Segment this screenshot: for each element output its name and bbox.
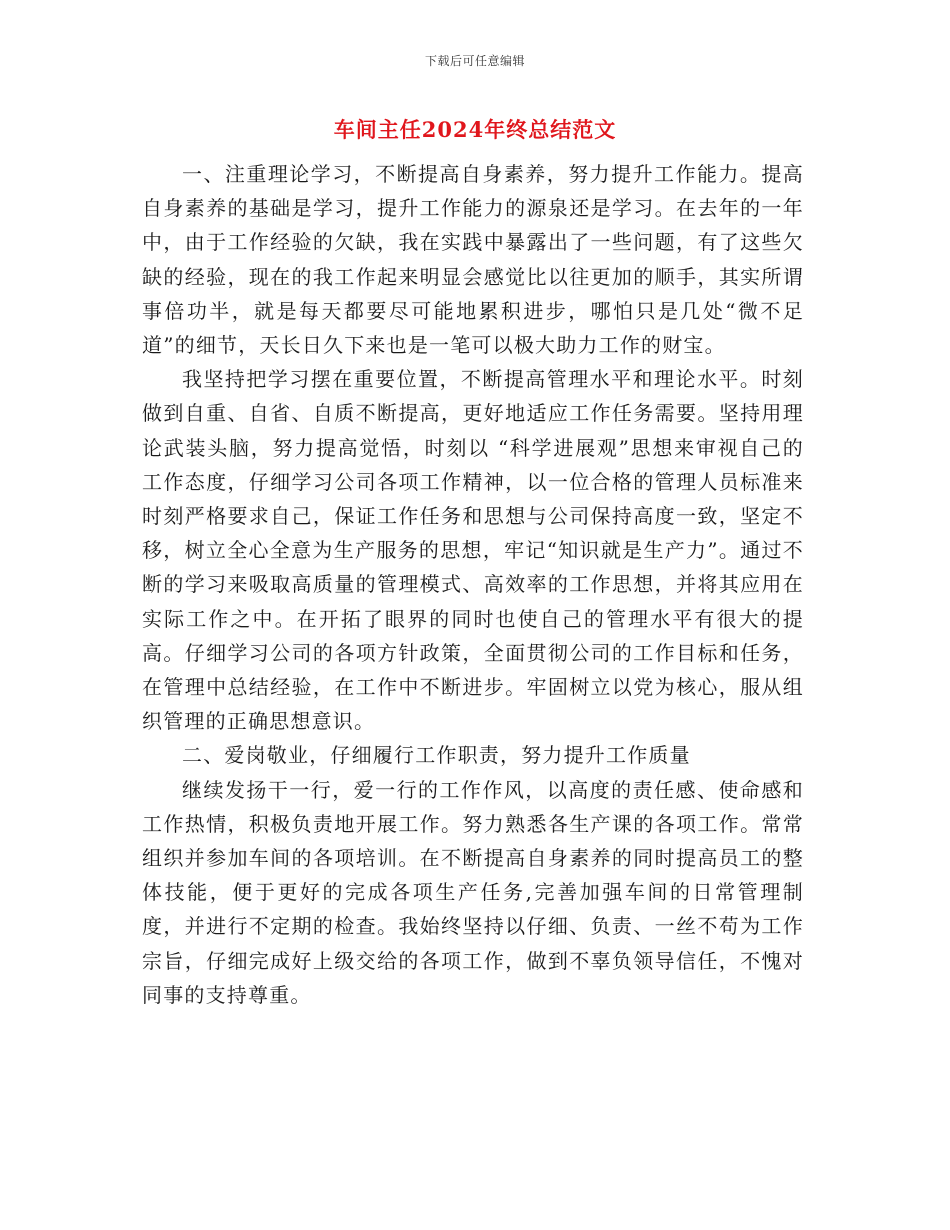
paragraph-1: 一、注重理论学习，不断提高自身素养，努力提升工作能力。提高自身素养的基础是学习，提升工作能力的源泉还是学习。在去年的一年中，由于工作经验的欠缺，我在实践中暴露出了一些问题，有了这些欠缺的经验，现在的我工作起来明显会感觉比以往更加的顺手，其实所谓事倍功半，就是每天都要尽可能地累积进步，哪怕只是几处“微不足道”的细节，天长日久下来也是一笔可以极大助力工作的财宝。 <box>142 162 804 358</box>
document-title: 车间主任2024年终总结范文 <box>333 117 617 142</box>
document-body <box>142 157 804 1012</box>
paragraph-3-heading: 二、爱岗敬业，仔细履行工作职责，努力提升工作质量 <box>182 743 691 768</box>
paragraph-2: 我坚持把学习摆在重要位置，不断提高管理水平和理论水平。时刻做到自重、自省、自质不断提高，更好地适应工作任务需要。坚持用理论武装头脑，努力提高觉悟，时刻以 “科学进展观”思想来审视自己的工作态度，仔细学习公司各项工作精神，以一位合格的管理人员标准来时刻严格要求自己，保证工作任务和思想与公司保持高度一致，坚定不移，树立全心全意为生产服务的思想，牢记“知识就是生产力”。通过不断的学习来吸取高质量的管理模式、高效率的工作思想，并将其应用在实际工作之中。在开拓了眼界的同时也使自己的管理水平有很大的提高。仔细学习公司的各项方针政策，全面贯彻公司的工作目标和任务，在管理中总结经验，在工作中不断进步。牢固树立以党为核心，服从组织管理的正确思想意识。 <box>142 367 804 734</box>
paragraph-4: 继续发扬干一行，爱一行的工作作风，以高度的责任感、使命感和工作热情，积极负责地开展工作。努力熟悉各生产课的各项工作。常常组织并参加车间的各项培训。在不断提高自身素养的同时提高员工的整体技能，便于更好的完成各项生产任务,完善加强车间的日常管理制度，并进行不定期的检查。我始终坚持以仔细、负责、一丝不苟为工作宗旨，仔细完成好上级交给的各项工作，做到不辜负领导信任，不愧对同事的支持尊重。 <box>142 777 804 1007</box>
header-note: 下载后可任意编辑 <box>424 54 525 68</box>
